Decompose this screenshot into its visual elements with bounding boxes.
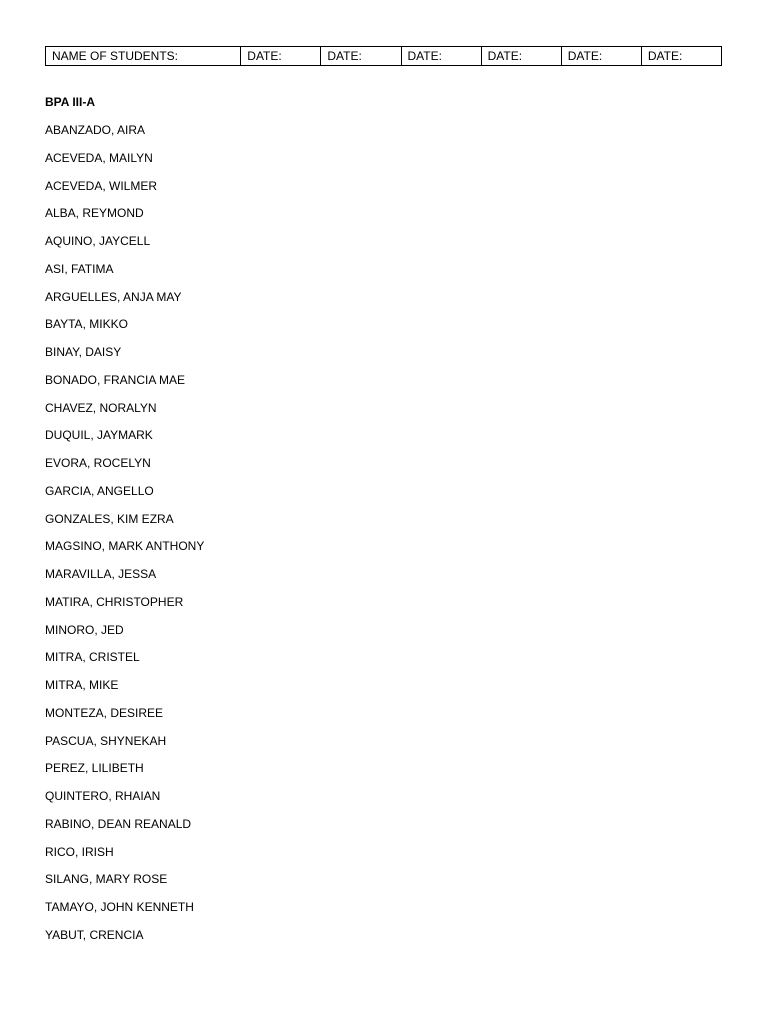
date-header-2: DATE: (321, 47, 401, 66)
student-name: PASCUA, SHYNEKAH (45, 733, 167, 748)
student-name: MONTEZA, DESIREE (45, 705, 164, 720)
student-name: BAYTA, MIKKO (45, 317, 128, 332)
student-name: ARGUELLES, ANJA MAY (45, 289, 182, 304)
student-name: MINORO, JED (45, 622, 124, 637)
student-list (45, 122, 204, 955)
student-name: ASI, FATIMA (45, 261, 114, 276)
date-header-3: DATE: (401, 47, 481, 66)
student-name: ALBA, REYMOND (45, 206, 144, 221)
attendance-header-table (45, 46, 722, 66)
date-header-6: DATE: (641, 47, 721, 66)
student-name: TAMAYO, JOHN KENNETH (45, 900, 194, 914)
student-name: GARCIA, ANGELLO (45, 483, 154, 498)
date-header-5: DATE: (561, 47, 641, 66)
student-name: ABANZADO, AIRA (45, 123, 146, 137)
student-name: MATIRA, CHRISTOPHER (45, 594, 184, 609)
student-name: GONZALES, KIM EZRA (45, 511, 174, 526)
student-name: MITRA, MIKE (45, 678, 119, 692)
student-name: SILANG, MARY ROSE (45, 872, 168, 887)
student-name: CHAVEZ, NORALYN (45, 400, 157, 415)
header-row (46, 47, 722, 66)
name-of-students-header: NAME OF STUDENTS: (46, 47, 241, 66)
student-name: MAGSINO, MARK ANTHONY (45, 539, 205, 554)
student-name: DUQUIL, JAYMARK (45, 428, 153, 443)
student-name: ACEVEDA, MAILYN (45, 150, 153, 165)
student-name: BINAY, DAISY (45, 345, 122, 359)
student-name: RICO, IRISH (45, 844, 114, 859)
section-title: BPA III-A (45, 95, 95, 109)
student-name: QUINTERO, RHAIAN (45, 789, 161, 803)
student-name: ACEVEDA, WILMER (45, 178, 158, 193)
date-header-1: DATE: (241, 47, 321, 66)
student-name: MARAVILLA, JESSA (45, 567, 157, 581)
date-header-4: DATE: (481, 47, 561, 66)
student-name: AQUINO, JAYCELL (45, 234, 151, 248)
student-name: BONADO, FRANCIA MAE (45, 372, 186, 387)
student-name: MITRA, CRISTEL (45, 650, 140, 665)
student-name: RABINO, DEAN REANALD (45, 816, 192, 831)
student-name: YABUT, CRENCIA (45, 927, 144, 942)
student-name: EVORA, ROCELYN (45, 456, 151, 470)
student-name: PEREZ, LILIBETH (45, 761, 144, 776)
